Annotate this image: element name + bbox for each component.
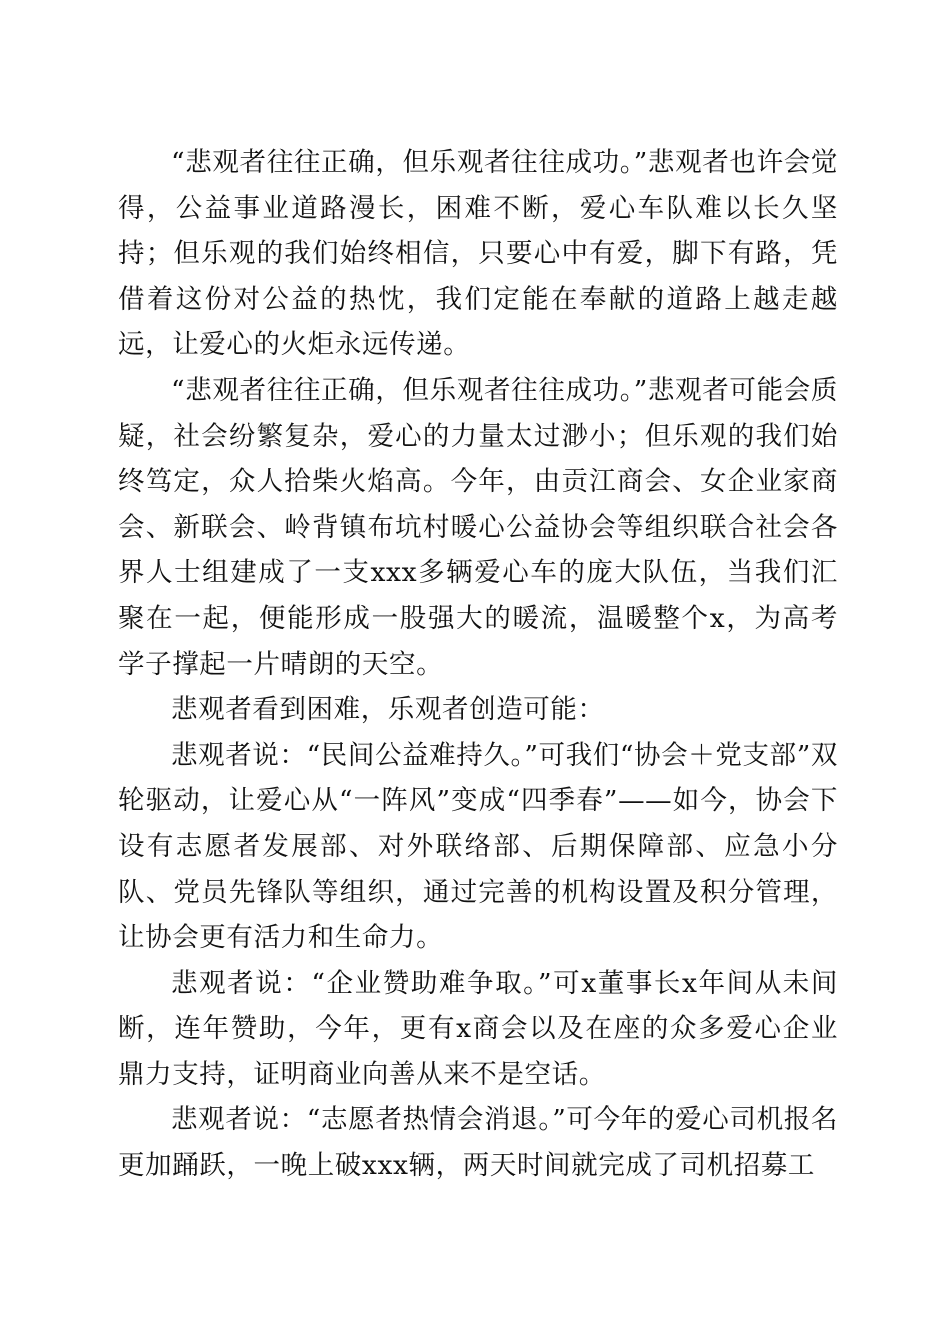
paragraph-5: 悲观者说：“企业赞助难争取。”可x董事长x年间从未间断，连年赞助，今年，更有x商会以及在座的众多爱心企业鼎力支持，证明商业向善从来不是空话。 [118, 967, 838, 1090]
document-body [118, 140, 838, 1189]
paragraph-2: “悲观者往往正确，但乐观者往往成功。”悲观者可能会质疑，社会纷繁复杂，爱心的力量太过渺小；但乐观的我们始终笃定，众人拾柴火焰高。今年，由贡江商会、女企业家商会、新联会、岭背镇布坑村暖心公益协会等组织联合社会各界人士组建成了一支xxx多辆爱心车的庞大队伍，当我们汇聚在一起，便能形成一股强大的暖流，温暖整个x，为高考学子撑起一片晴朗的天空。 [118, 374, 838, 680]
paragraph-1: “悲观者往往正确，但乐观者往往成功。”悲观者也许会觉得，公益事业道路漫长，困难不断，爱心车队难以长久坚持；但乐观的我们始终相信，只要心中有爱，脚下有路，凭借着这份对公益的热忱，我们定能在奉献的道路上越走越远，让爱心的火炬永远传递。 [118, 147, 838, 361]
paragraph-4: 悲观者说：“民间公益难持久。”可我们“协会＋党支部”双轮驱动，让爱心从“一阵风”变成“四季春”——如今，协会下设有志愿者发展部、对外联络部、后期保障部、应急小分队、党员先锋队等组织，通过完善的机构设置及积分管理，让协会更有活力和生命力。 [118, 739, 838, 954]
paragraph-6: 悲观者说：“志愿者热情会消退。”可今年的爱心司机报名更加踊跃，一晚上破xxx辆，两天时间就完成了司机招募工 [118, 1104, 838, 1182]
paragraph-3: 悲观者看到困难，乐观者创造可能： [171, 694, 605, 726]
